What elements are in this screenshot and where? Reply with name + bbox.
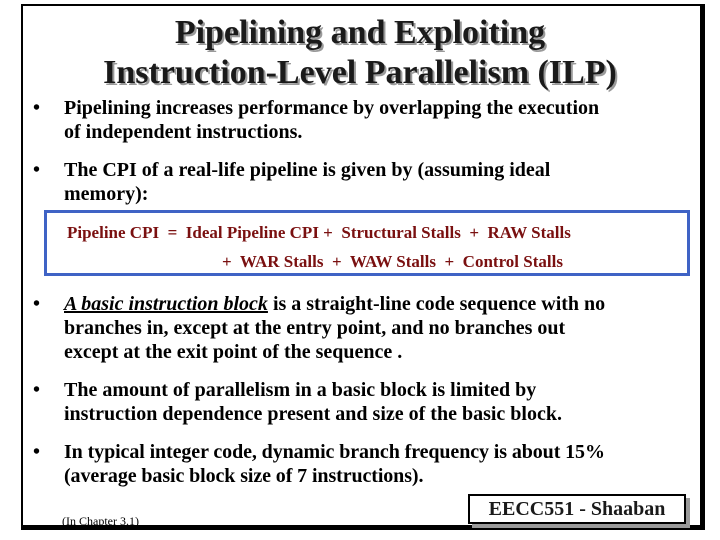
bullet-5-line2: (average basic block size of 7 instructions). <box>64 465 424 487</box>
bullet-2-text <box>64 158 704 206</box>
bullet-5-line1: In typical integer code, dynamic branch frequency is about 15% <box>64 441 605 463</box>
bullet-4-line1: The amount of parallelism in a basic block is limited by <box>64 379 537 401</box>
bullet-3-line2: branches in, except at the entry point, and no branches out <box>64 317 566 339</box>
bullet-1-line2: of independent instructions. <box>64 121 303 143</box>
slide-title-line2: Instruction-Level Parallelism (ILP) <box>103 54 617 91</box>
bullet-marker: • <box>33 293 41 315</box>
chapter-reference: (In Chapter 3.1) <box>62 514 139 528</box>
bullet-1-text <box>64 96 704 144</box>
bullet-2-line1: The CPI of a real-life pipeline is given by (assuming ideal <box>64 159 551 181</box>
bullet-3-text <box>64 292 704 364</box>
basic-block-term: A basic instruction block <box>64 293 268 315</box>
cpi-formula-line2: + WAR Stalls + WAW Stalls + Control Stalls <box>222 252 563 271</box>
course-badge: EECC551 - Shaaban <box>468 494 686 524</box>
bullet-2-line2: memory): <box>64 183 149 205</box>
bullet-1-line1: Pipelining increases performance by overlapping the execution <box>64 97 600 119</box>
bullet-4-text <box>64 378 704 426</box>
bullet-marker: • <box>33 379 41 401</box>
bullet-3-line1 <box>64 292 704 316</box>
bullet-marker: • <box>33 159 41 181</box>
bullet-3-line1-rest: is a straight-line code sequence with no <box>267 293 606 315</box>
bullet-5-text <box>64 440 704 488</box>
cpi-formula-line1: Pipeline CPI = Ideal Pipeline CPI + Structural Stalls + RAW Stalls <box>67 223 571 242</box>
bullet-3-line3: except at the exit point of the sequence . <box>64 341 403 363</box>
bullet-marker: • <box>33 97 41 119</box>
slide-title-line1: Pipelining and Exploiting <box>174 14 546 51</box>
bullet-marker: • <box>33 441 41 463</box>
bullet-4-line2: instruction dependence present and size of the basic block. <box>64 403 562 425</box>
